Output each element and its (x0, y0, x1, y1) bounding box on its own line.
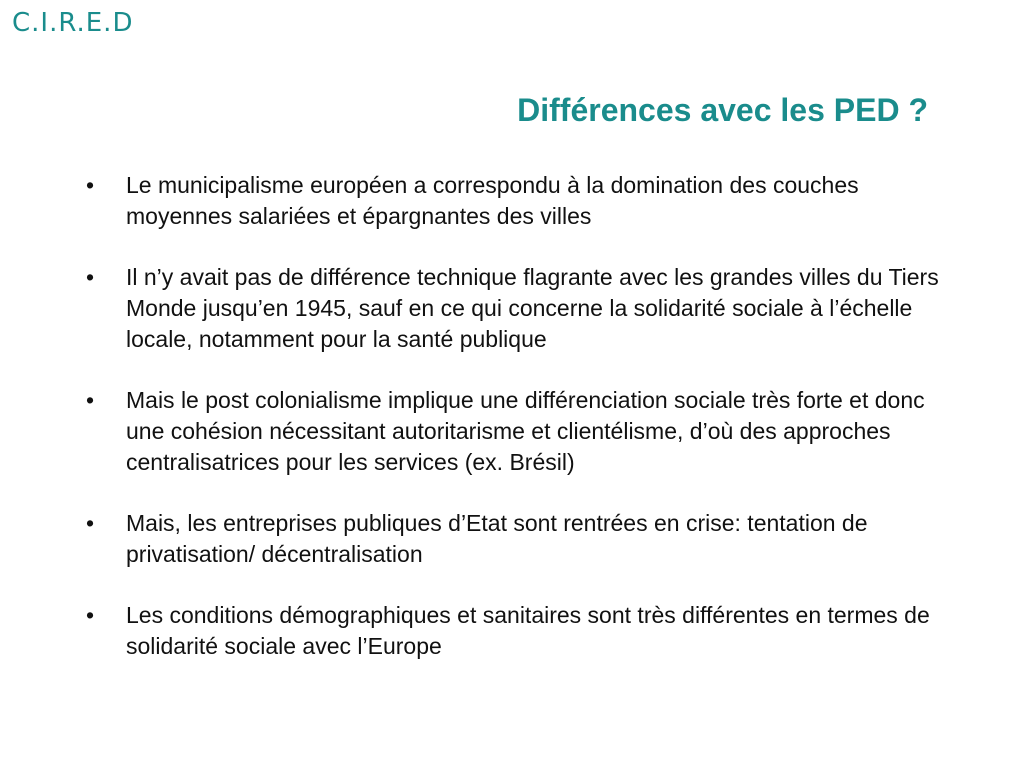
bullet-icon: • (86, 172, 95, 198)
bullet-icon: • (86, 264, 95, 290)
logo-text: C.I.R.E.D (12, 8, 134, 38)
bullet-icon: • (86, 602, 95, 628)
bullet-text: Il n’y avait pas de différence technique flagrante avec les grandes villes du Tiers Monde jusqu’en 1945, sauf en ce qui concerne la solidarité sociale à l’échelle locale, notamment pour la santé publique (126, 264, 939, 352)
bullet-text: Mais le post colonialisme implique une différenciation sociale très forte et donc une cohésion nécessitant autoritarisme et clientélisme, d’où des approches centralisatrices pour les services (ex. Brésil) (126, 387, 925, 475)
bullet-list (84, 170, 944, 692)
bullet-item (84, 170, 944, 232)
bullet-item (84, 262, 944, 355)
bullet-icon: • (86, 387, 95, 413)
bullet-text: Mais, les entreprises publiques d’Etat sont rentrées en crise: tentation de privatisation/ décentralisation (126, 510, 868, 567)
bullet-item (84, 600, 944, 662)
bullet-item (84, 385, 944, 478)
bullet-text: Les conditions démographiques et sanitaires sont très différentes en termes de solidarité sociale avec l’Europe (126, 602, 930, 659)
bullet-item (84, 508, 944, 570)
bullet-text: Le municipalisme européen a correspondu à la domination des couches moyennes salariées et épargnantes des villes (126, 172, 859, 229)
slide-title: Différences avec les PED ? (517, 92, 928, 128)
bullet-icon: • (86, 510, 95, 536)
